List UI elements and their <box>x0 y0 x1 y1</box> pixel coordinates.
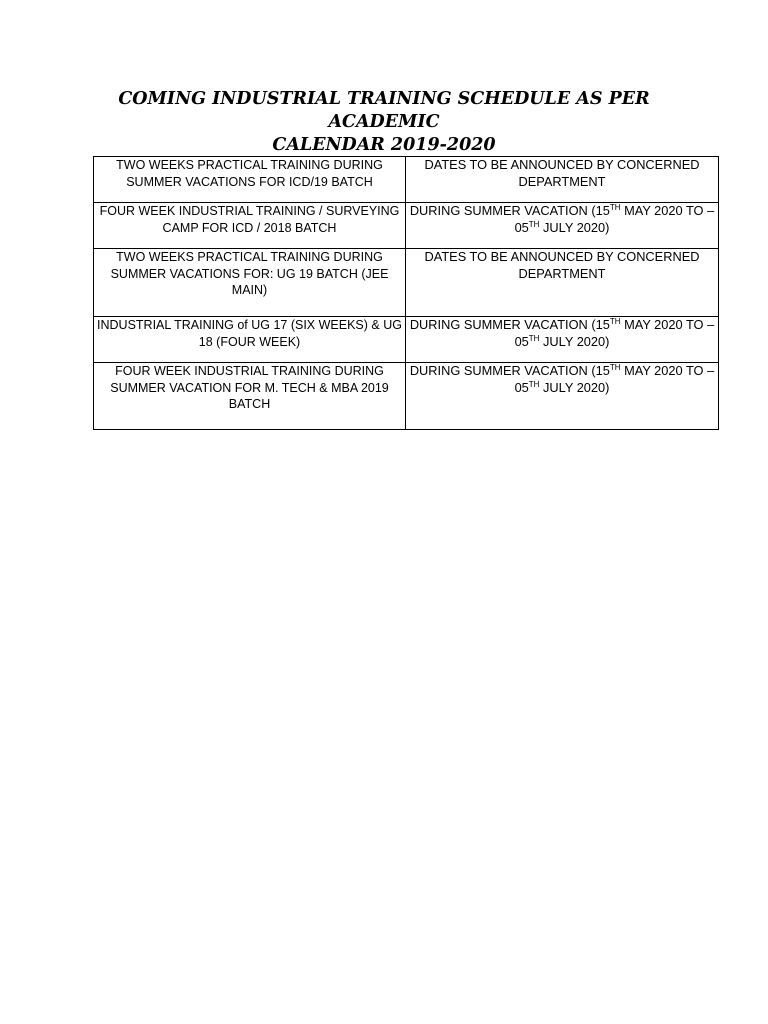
dates-text-end: JULY 2020) <box>539 333 610 349</box>
dates-cell <box>406 157 719 203</box>
program-text: FOUR WEEK INDUSTRIAL TRAINING / SURVEYING CAMP FOR ICD / 2018 BATCH <box>99 204 400 235</box>
document-title <box>60 88 708 157</box>
ordinal-suffix: TH <box>609 363 621 372</box>
ordinal-suffix: TH <box>609 317 621 326</box>
dates-text-start: DURING SUMMER VACATION (15 <box>409 203 610 218</box>
dates-text-end: JULY 2020) <box>539 379 610 395</box>
program-text: TWO WEEKS PRACTICAL TRAINING DURING SUMMER VACATIONS FOR ICD/19 BATCH <box>116 158 383 189</box>
dates-text-middle: MAY 2020 TO – 05 <box>514 317 715 349</box>
dates-text-end: JULY 2020) <box>539 219 610 235</box>
ordinal-suffix: TH <box>609 203 621 212</box>
dates-cell <box>406 317 719 363</box>
ordinal-suffix: TH <box>528 219 540 229</box>
program-cell <box>94 363 406 430</box>
dates-text-start: DURING SUMMER VACATION (15 <box>409 317 610 332</box>
ordinal-suffix: TH <box>528 379 540 389</box>
dates-text: DATES TO BE ANNOUNCED BY CONCERNED DEPARTMENT <box>424 249 700 281</box>
program-text: FOUR WEEK INDUSTRIAL TRAINING DURING SUMMER VACATION FOR M. TECH & MBA 2019 BATCH <box>110 364 389 411</box>
document-title-line-1: COMING INDUSTRIAL TRAINING SCHEDULE AS PER ACADEMIC <box>118 89 650 132</box>
table-row <box>94 317 719 363</box>
table-row <box>94 363 719 430</box>
ordinal-suffix: TH <box>528 333 540 343</box>
document-title-line-2: CALENDAR 2019-2020 <box>272 135 496 155</box>
table-row <box>94 203 719 249</box>
program-cell <box>94 249 406 317</box>
dates-text <box>409 363 715 396</box>
program-text: TWO WEEKS PRACTICAL TRAINING DURING SUMMER VACATIONS FOR: UG 19 BATCH (JEE MAIN) <box>110 250 389 297</box>
program-cell <box>94 317 406 363</box>
dates-cell <box>406 203 719 249</box>
dates-text <box>409 317 715 350</box>
dates-text-start: DURING SUMMER VACATION (15 <box>409 363 610 378</box>
dates-cell <box>406 363 719 430</box>
table-row <box>94 157 719 203</box>
training-schedule-table <box>93 156 719 430</box>
dates-text <box>409 203 715 236</box>
dates-text-middle: MAY 2020 TO – 05 <box>514 363 715 395</box>
dates-text: DATES TO BE ANNOUNCED BY CONCERNED DEPARTMENT <box>424 157 700 189</box>
program-cell <box>94 203 406 249</box>
program-cell <box>94 157 406 203</box>
dates-text-middle: MAY 2020 TO – 05 <box>514 203 715 235</box>
dates-cell <box>406 249 719 317</box>
table-row <box>94 249 719 317</box>
program-text: INDUSTRIAL TRAINING of UG 17 (SIX WEEKS) & UG 18 (FOUR WEEK) <box>97 318 402 349</box>
